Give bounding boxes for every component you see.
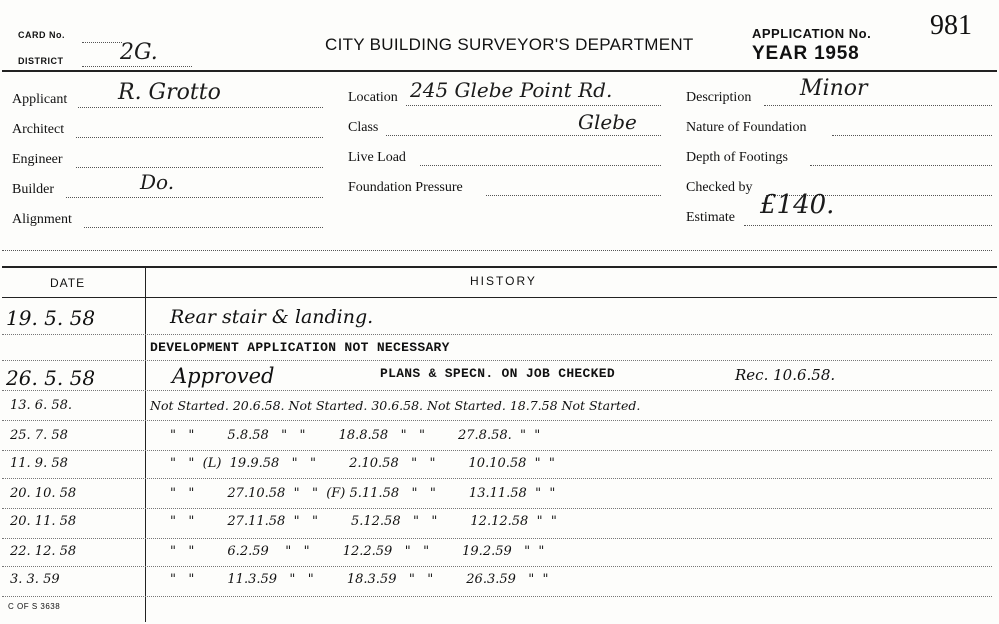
table-row-history-typed: DEVELOPMENT APPLICATION NOT NECESSARY: [150, 340, 450, 355]
depth-line: [810, 165, 992, 166]
engineer-label: Engineer: [12, 152, 63, 167]
table-row-history: Approved: [172, 364, 275, 388]
estimate-line: [744, 225, 992, 226]
row-line: [2, 360, 992, 361]
table-row-history: Not Started. 20.6.58. Not Started. 30.6.58. Not Started. 18.7.58 Not Started.: [150, 398, 641, 413]
form-code: C OF S 3638: [8, 602, 61, 611]
row-line: [2, 420, 992, 421]
table-row-history: Rear stair & landing.: [170, 306, 374, 328]
table-row-date: 13. 6. 58.: [10, 398, 73, 413]
description-label: Description: [686, 90, 752, 105]
architect-line: [76, 137, 323, 138]
district-label: DISTRICT: [18, 56, 64, 66]
alignment-label: Alignment: [12, 212, 72, 227]
depth-label: Depth of Footings: [686, 150, 788, 165]
table-row-typed-note: PLANS & SPECN. ON JOB CHECKED: [380, 366, 615, 381]
applicant-line: [78, 107, 323, 108]
foundation-pressure-line: [486, 195, 661, 196]
row-line: [2, 450, 992, 451]
table-row-history: " " 5.8.58 " " 18.8.58 " " 27.8.58. " ": [170, 428, 541, 443]
year-label: YEAR 1958: [752, 43, 860, 64]
row-line: [2, 508, 992, 509]
district-line: [82, 66, 192, 67]
table-row-date: 11. 9. 58: [10, 456, 68, 471]
table-row-date: 20. 11. 58: [10, 514, 77, 529]
row-line: [2, 334, 992, 335]
location-label: Location: [348, 90, 398, 105]
row-line: [2, 596, 992, 597]
row-line: [2, 538, 992, 539]
table-row-date: 20. 10. 58: [10, 486, 77, 501]
class-line: [386, 135, 661, 136]
architect-label: Architect: [12, 122, 65, 137]
table-row-history: " " 6.2.59 " " 12.2.59 " " 19.2.59 " ": [170, 544, 545, 559]
alignment-line: [84, 227, 323, 228]
builder-value: Do.: [140, 170, 175, 194]
live-load-label: Live Load: [348, 150, 406, 165]
foundation-pressure-label: Foundation Pressure: [348, 180, 463, 195]
table-row-date: 22. 12. 58: [10, 544, 77, 559]
estimate-value: £140.: [760, 190, 835, 220]
location-value: 245 Glebe Point Rd.: [410, 78, 613, 102]
row-line: [2, 478, 992, 479]
history-header: HISTORY: [470, 274, 537, 288]
department-title: CITY BUILDING SURVEYOR'S DEPARTMENT: [325, 35, 694, 54]
application-label: APPLICATION No.: [752, 26, 872, 41]
nature-line: [832, 135, 992, 136]
table-row-history: " " 11.3.59 " " 18.3.59 " " 26.3.59 " ": [170, 572, 549, 587]
row-line: [2, 566, 992, 567]
table-row-history: " " 27.11.58 " " 5.12.58 " " 12.12.58 " ": [170, 514, 557, 529]
district-value: 2G.: [120, 40, 158, 65]
table-row-history: " " (L) 19.9.58 " " 2.10.58 " " 10.10.58 " ": [170, 456, 555, 471]
engineer-line: [76, 167, 323, 168]
description-value: Minor: [800, 76, 868, 101]
builder-line: [66, 197, 323, 198]
live-load-line: [420, 165, 661, 166]
table-top-rule: [2, 266, 997, 268]
applicant-value: R. Grotto: [118, 80, 221, 105]
card-no-label: CARD No.: [18, 30, 65, 40]
table-row-date: 26. 5. 58: [6, 366, 96, 390]
application-number: 981: [930, 10, 972, 41]
table-row-date: 19. 5. 58: [6, 306, 96, 330]
checked-label: Checked by: [686, 180, 753, 195]
header-divider: [2, 70, 997, 72]
table-row-received: Rec. 10.6.58.: [735, 366, 836, 384]
date-column-divider: [145, 266, 146, 622]
applicant-label: Applicant: [12, 92, 68, 107]
date-header: DATE: [50, 276, 86, 290]
row-line: [2, 390, 992, 391]
table-row-history: " " 27.10.58 " " (F) 5.11.58 " " 13.11.58 " ": [170, 486, 556, 501]
description-line: [764, 105, 992, 106]
nature-label: Nature of Foundation: [686, 120, 807, 135]
class-label: Class: [348, 120, 379, 135]
table-row-date: 25. 7. 58: [10, 428, 68, 443]
class-value: Glebe: [578, 110, 637, 134]
builder-label: Builder: [12, 182, 54, 197]
card-no-line: [82, 42, 122, 43]
table-row-date: 3. 3. 59: [10, 572, 60, 587]
estimate-label: Estimate: [686, 210, 735, 225]
header-bottom-rule: [2, 297, 997, 298]
fields-bottom-line: [2, 250, 992, 251]
location-line: [406, 105, 661, 106]
